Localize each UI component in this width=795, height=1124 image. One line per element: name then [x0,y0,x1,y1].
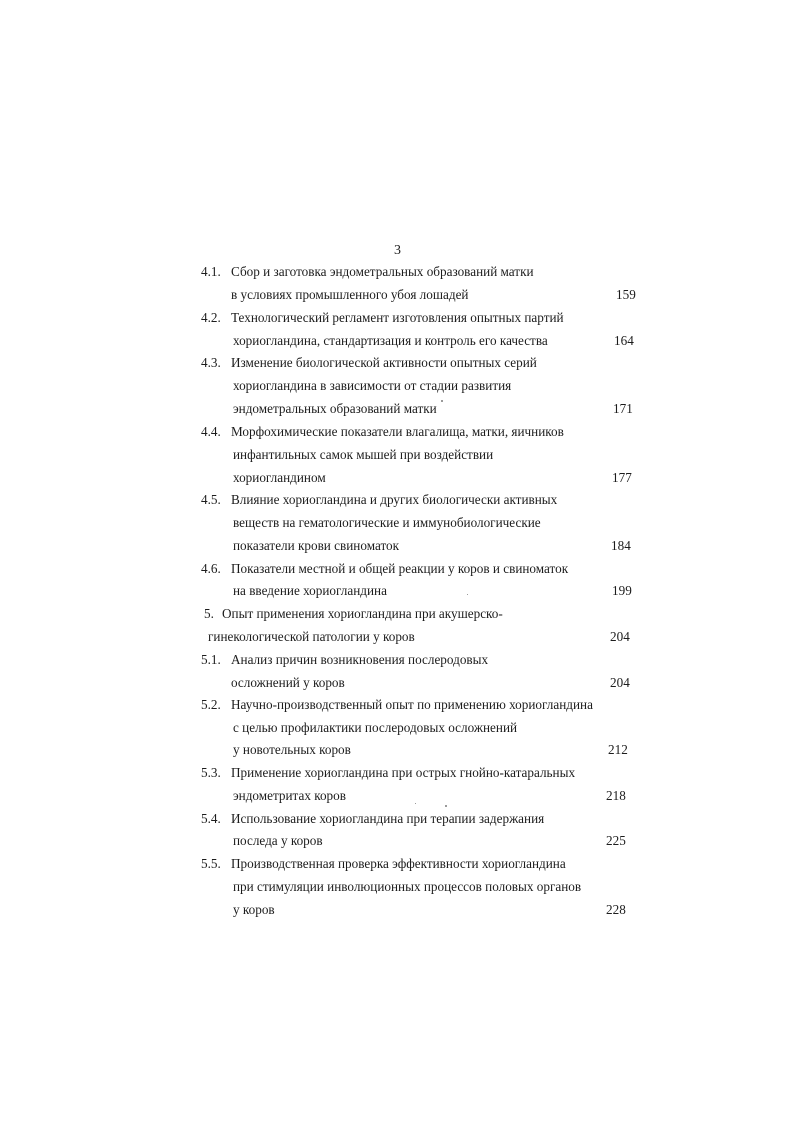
scan-speck [441,400,443,402]
toc-entry-number: 4.5. [201,492,221,507]
toc-entry-line: показатели крови свиноматок [233,538,400,553]
toc-entry-page: 171 [613,401,633,416]
toc-entry [0,697,795,757]
toc-entry-line: Применение хориогландина при острых гнойно-катаральных [231,765,576,780]
toc-entry-line: при стимуляции инволюционных процессов половых органов [233,879,582,894]
scan-speck [445,805,447,807]
toc-entry-line: с целью профилактики послеродовых осложнений [233,720,518,735]
toc-entry-page: 225 [606,833,626,848]
toc-entry-page: 228 [606,902,626,917]
toc-entry-line: Использование хориогландина при терапии задержания [231,811,545,826]
toc-entry-line: Влияние хориогландина и других биологически активных [231,492,558,507]
toc-entry-page: 164 [614,333,634,348]
toc-entry-line: инфантильных самок мышей при воздействии [233,447,494,462]
toc-entry-number: 5.1. [201,652,221,667]
toc-entry [0,264,795,302]
toc-entry-line: хориогландином [233,470,326,485]
toc-entry-page: 204 [610,629,630,644]
toc-entry-line: Опыт применения хориогландина при акушерско- [222,606,503,621]
toc-entry [0,765,795,803]
toc-entry [0,492,795,553]
toc-entry-page: 184 [611,538,631,553]
toc-entry-line: Изменение биологической активности опытных серий [231,355,537,370]
toc-entry-page: 177 [612,470,632,485]
toc-entry [0,310,795,348]
toc-entry-line: хориогландина в зависимости от стадии развития [233,378,512,393]
toc-entry-line: хориогландина, стандартизация и контроль его качества [233,333,548,348]
toc-entry-line: последа у коров [233,833,323,848]
toc-entry-line: гинекологической патологии у коров [208,629,415,644]
toc-entry-line: Показатели местной и общей реакции у коров и свиноматок [231,561,569,576]
toc-entry [0,811,795,848]
toc-entry-line: Морфохимические показатели влагалища, матки, яичников [231,424,564,439]
toc-entry-number: 5.2. [201,697,221,712]
toc-entry-number: 5. [204,606,214,621]
toc-entry-line: Научно-производственный опыт по применению хориогландина [231,697,593,712]
toc-entry-number: 5.4. [201,811,221,826]
toc-entry-line: у новотельных коров [233,742,351,757]
toc-entry-page: 204 [610,675,630,690]
toc-entry-number: 5.3. [201,765,221,780]
toc-entry-line: Сбор и заготовка эндометральных образований матки [231,264,534,279]
toc-entry-page: 159 [616,287,636,302]
toc-entry-line: Технологический регламент изготовления опытных партий [231,310,564,325]
toc-entry-number: 4.6. [201,561,221,576]
toc-entry-page: 218 [606,788,626,803]
toc-entry-number: 4.4. [201,424,221,439]
toc-entry [0,424,795,485]
toc-entry-line: на введение хориогландина [233,583,387,598]
toc-entry-page: 212 [608,742,628,757]
toc-entry-line: веществ на гематологические и иммунобиологические [233,515,541,530]
toc-entry-page: 199 [612,583,632,598]
toc-entry-number: 4.1. [201,264,221,279]
scan-speck [467,594,468,595]
toc-entry-line: в условиях промышленного убоя лошадей [231,287,469,302]
toc-entry [0,856,795,917]
toc-entry-number: 4.3. [201,355,221,370]
toc-entry [0,561,795,598]
toc-entry-line: Производственная проверка эффективности хориогландина [231,856,566,871]
toc-entry [0,652,795,690]
toc-entry-number: 4.2. [201,310,221,325]
toc-entry [0,606,795,644]
toc-entry [0,355,795,416]
toc-entry-line: эндометральных образований матки [233,401,437,416]
page-number: 3 [394,243,401,258]
toc-entry-line: у коров [233,902,275,917]
toc-entry-line: Анализ причин возникновения послеродовых [231,652,489,667]
toc-entry-line: осложнений у коров [231,675,345,690]
toc-entry-number: 5.5. [201,856,221,871]
scan-speck [415,803,416,804]
toc-entry-line: эндометритах коров [233,788,346,803]
